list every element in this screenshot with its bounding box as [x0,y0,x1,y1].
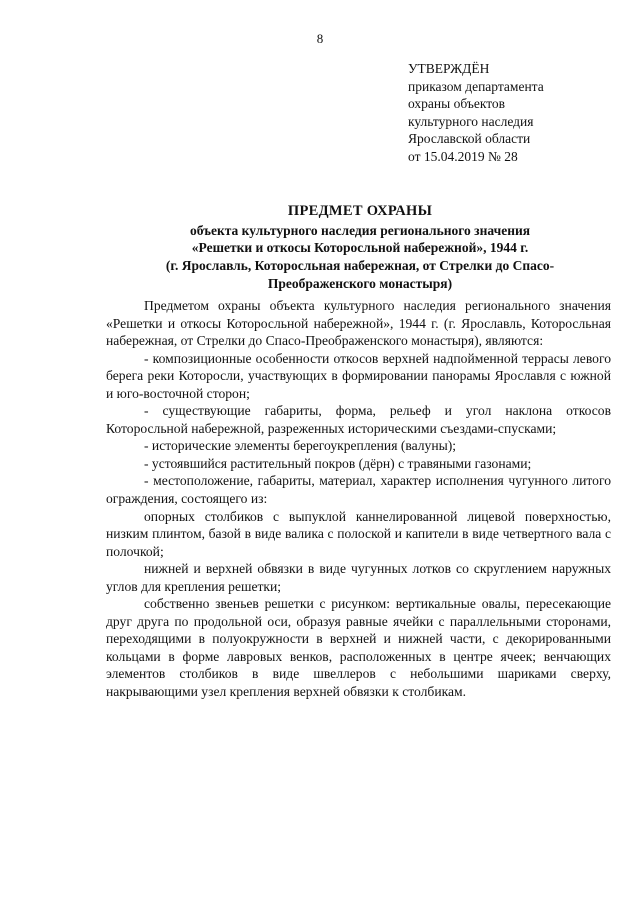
list-item: - композиционные особенности откосов верхней надпойменной террасы левого берега реки Которосли, участвующих в формировании панорамы Ярославля с южной и юго-восточной сторон; [106,350,611,401]
list-item: - существующие габариты, форма, рельеф и угол наклона откосов Которосльной набережной, разреженных историческими съездами-спусками; [106,403,611,436]
approval-line: Ярославской области [408,131,531,147]
list-item: - исторические элементы берегоукрепления (валуны); [144,438,457,454]
approval-line: приказом департамента [408,78,544,94]
document-title [120,203,600,293]
approval-line: охраны объектов [408,96,506,112]
list-item: опорных столбиков с выпуклой каннелированной лицевой поверхностью, низким плинтом, базой в виде валика с полоской и капители в виде четвертного вала с полочкой; [106,508,611,559]
title-line: «Решетки и откосы Которосльной набережной», 1944 г. [191,240,529,256]
approval-stamp [408,60,628,166]
title-line: Преображенского монастыря) [267,275,453,291]
intro-paragraph: Предметом охраны объекта культурного наследия регионального значения «Решетки и откосы Которосльной набережной», 1944 г. (г. Ярославль, Которосльная набережная, от Стрелки до Спасо-Преображенского монастыря), являются: [106,298,611,349]
title-line: объекта культурного наследия регионального значения [189,222,531,238]
document-body [106,297,611,701]
title-line: (г. Ярославль, Которосльная набережная, от Стрелки до Спасо- [165,258,555,274]
approval-line: УТВЕРЖДЁН [408,61,490,76]
title-heading: ПРЕДМЕТ ОХРАНЫ [287,203,433,219]
list-item: - устоявшийся растительный покров (дёрн) с травяными газонами; [144,455,532,471]
list-item: нижней и верхней обвязки в виде чугунных лотков со скруглением наружных углов для крепления решетки; [106,561,611,594]
approval-line: культурного наследия [408,113,534,129]
approval-line: от 15.04.2019 № 28 [408,148,518,164]
list-item: - местоположение, габариты, материал, характер исполнения чугунного литого ограждения, состоящего из: [106,473,611,507]
list-item: собственно звеньев решетки с рисунком: вертикальные овалы, пересекающие друг друга по продольной оси, образуя равные ячейки с параллельными сторонами, переходящими в полуокружности в верхней и нижней части, с декорированными кольцами в форме лавровых венков, расположенных в центре ячеек; венчающих элементов столбиков в виде швеллеров с небольшими шариками сверху, накрывающими узел крепления верхней обвязки к столбикам. [106,596,611,700]
page-number: 8 [316,31,324,46]
